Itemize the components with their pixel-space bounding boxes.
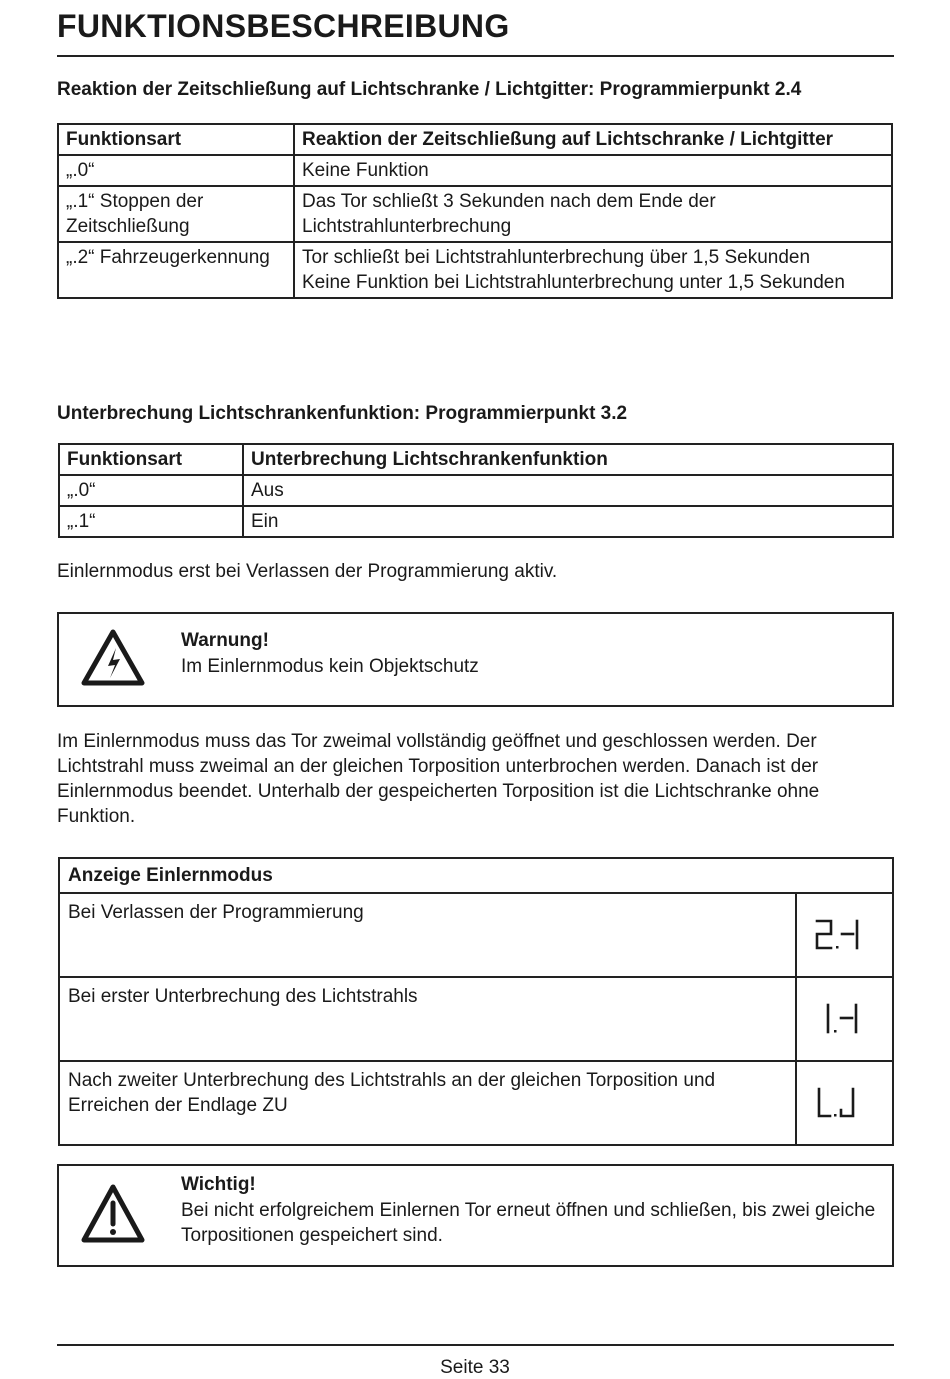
row-text: Bei erster Unterbrechung des Lichtstrahls (59, 977, 796, 1061)
page-title: FUNKTIONSBESCHREIBUNG (57, 8, 510, 44)
table-row (59, 1061, 893, 1145)
warning-text: Im Einlernmodus kein Objektschutz (181, 656, 479, 677)
warning-title: Warnung! (181, 630, 269, 651)
display-table-header: Anzeige Einlernmodus (59, 858, 893, 893)
col-header-reaktion: Reaktion der Zeitschließung auf Lichtschranke / Lichtgitter (294, 124, 892, 155)
segment-display-lj-icon (815, 1086, 865, 1120)
row-type: „.1“ Stoppen der Zeitschließung (58, 186, 294, 242)
segment-display-1-1 (796, 977, 893, 1061)
einlernmodus-paragraph: Im Einlernmodus muss das Tor zweimal vollständig geöffnet und geschlossen werden. Der Lichtstrahl muss zweimal an der gleichen Torposition unterbrochen werden. Danach ist der Einlernmodus beendet. Unterhalb der gespeicherten Torposition ist die Lichtschranke ohne Funktion. (57, 731, 820, 827)
important-text: Bei nicht erfolgreichem Einlernen Tor erneut öffnen und schließen, bis zwei gleiche Torpositionen gespeichert sind. (181, 1200, 876, 1246)
row-type: „.2“ Fahrzeugerkennung (58, 242, 294, 298)
important-title: Wichtig! (181, 1174, 256, 1195)
table-row (59, 977, 893, 1061)
table-header-row (59, 444, 893, 475)
section1-heading: Reaktion der Zeitschließung auf Lichtschranke / Lichtgitter: Programmierpunkt 2.4 (57, 79, 802, 100)
table-row (58, 242, 892, 298)
segment-display-2-1-icon (815, 918, 865, 952)
table-row (58, 186, 892, 242)
row-type: „.1“ (59, 506, 243, 537)
row-type: „.0“ (59, 475, 243, 506)
col-header-funktionsart: Funktionsart (58, 124, 294, 155)
row-value: Aus (243, 475, 893, 506)
table-row (59, 893, 893, 977)
section1-table (57, 123, 893, 299)
row-reaction-line1: Tor schließt bei Lichtstrahlunterbrechung über 1,5 Sekunden (302, 247, 811, 268)
section2-table (58, 443, 894, 538)
footer-divider (57, 1344, 894, 1346)
col-header-funktionsart: Funktionsart (59, 444, 243, 475)
row-text: Bei Verlassen der Programmierung (59, 893, 796, 977)
section2-note: Einlernmodus erst bei Verlassen der Programmierung aktiv. (57, 561, 558, 582)
table-header-row (59, 858, 893, 893)
row-reaction: Keine Funktion (294, 155, 892, 186)
row-text: Nach zweiter Unterbrechung des Lichtstrahls an der gleichen Torposition und Erreichen der Endlage ZU (59, 1061, 796, 1145)
warning-box (57, 612, 894, 707)
row-reaction (294, 242, 892, 298)
table-row (59, 506, 893, 537)
high-voltage-warning-icon (80, 628, 146, 693)
table-header-row (58, 124, 892, 155)
section2-heading: Unterbrechung Lichtschrankenfunktion: Programmierpunkt 3.2 (57, 403, 628, 424)
row-value: Ein (243, 506, 893, 537)
page-number: Seite 33 (440, 1357, 510, 1378)
row-reaction-line2: Keine Funktion bei Lichtstrahlunterbrechung unter 1,5 Sekunden (302, 272, 845, 293)
table-row (59, 475, 893, 506)
top-divider (57, 55, 894, 57)
exclamation-warning-icon (80, 1183, 146, 1250)
col-header-unterbrechung: Unterbrechung Lichtschrankenfunktion (243, 444, 893, 475)
important-box (57, 1164, 894, 1267)
row-type: „.0“ (58, 155, 294, 186)
row-reaction: Das Tor schließt 3 Sekunden nach dem Ende der Lichtstrahlunterbrechung (294, 186, 892, 242)
segment-display-2-1 (796, 893, 893, 977)
display-table (58, 857, 894, 1146)
segment-display-1-1-icon (815, 1002, 865, 1036)
segment-display-lj (796, 1061, 893, 1145)
table-row (58, 155, 892, 186)
